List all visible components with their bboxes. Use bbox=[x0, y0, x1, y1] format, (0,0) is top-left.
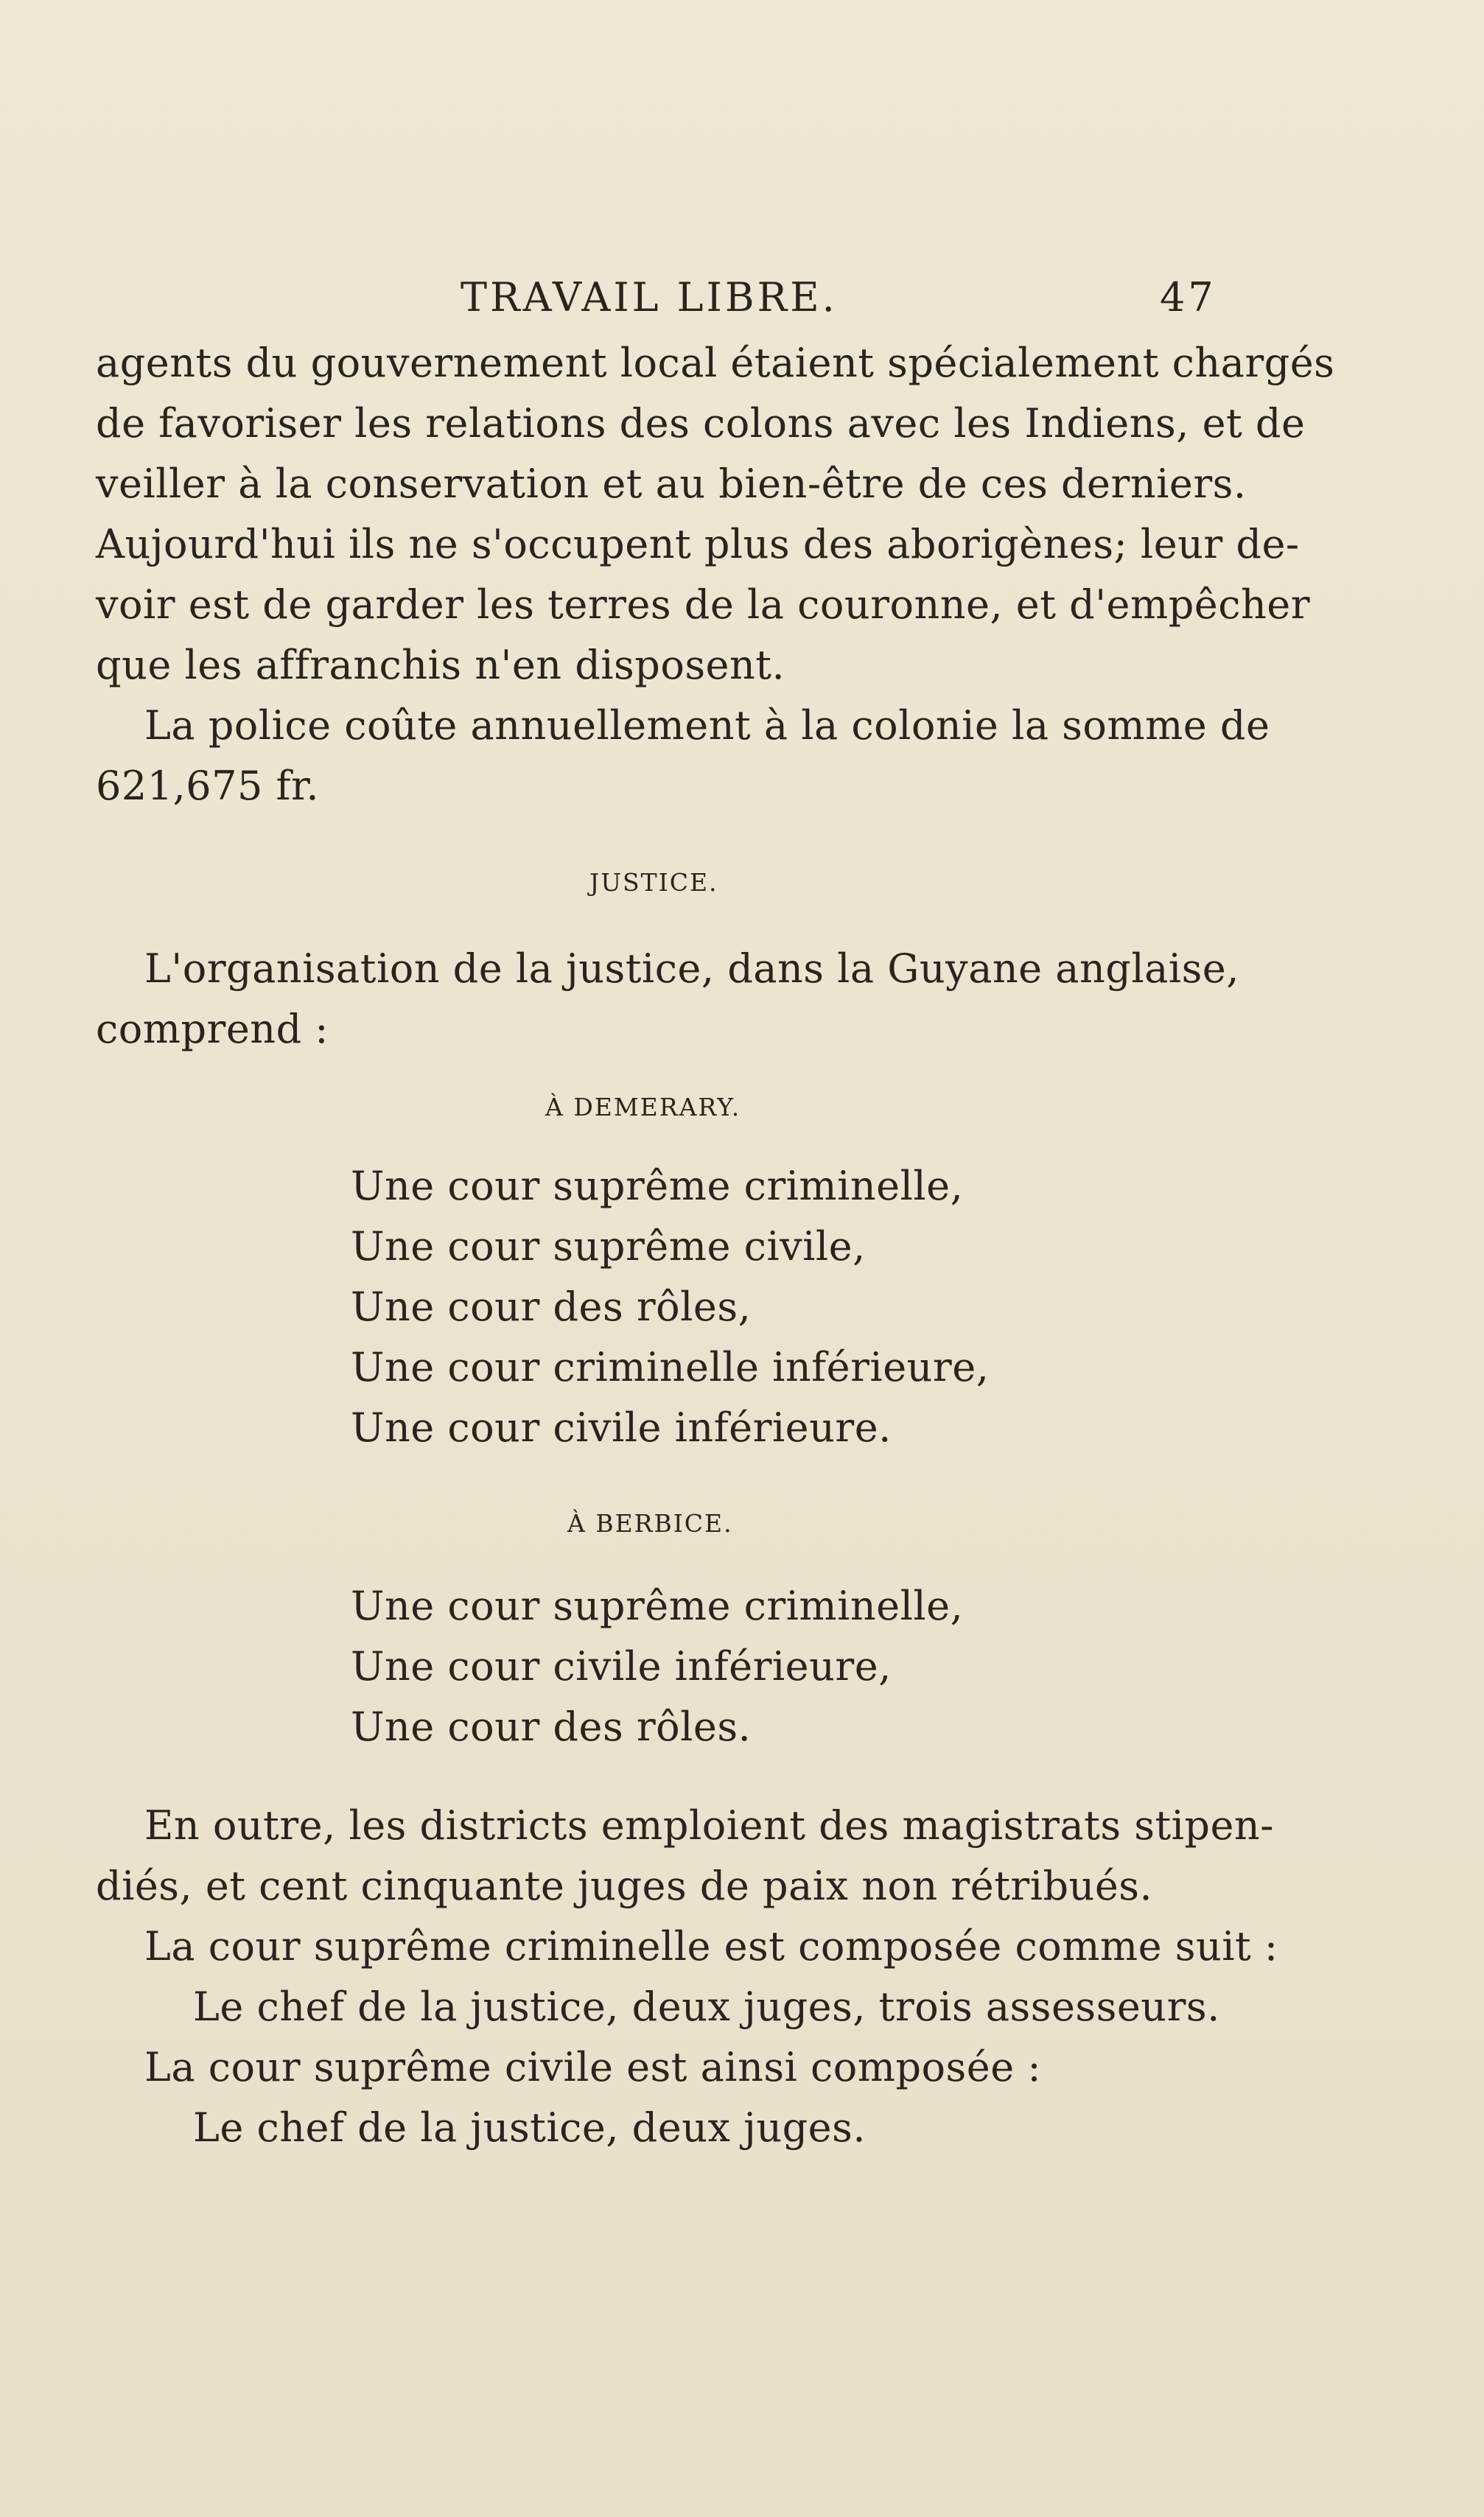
court-item: Une cour suprême criminelle, bbox=[351, 1583, 964, 1629]
text-line: comprend : bbox=[96, 1006, 329, 1052]
running-title: TRAVAIL LIBRE. bbox=[461, 274, 838, 321]
text-line: La cour suprême criminelle est composée comme suit : bbox=[144, 1923, 1278, 1970]
court-item: Une cour suprême civile, bbox=[351, 1223, 866, 1270]
page-number: 47 bbox=[1160, 274, 1217, 321]
text-line: En outre, les districts emploient des magistrats stipen- bbox=[144, 1802, 1274, 1849]
text-line: diés, et cent cinquante juges de paix non rétribués. bbox=[96, 1863, 1153, 1909]
text-line: que les affranchis n'en disposent. bbox=[96, 642, 785, 688]
court-item: Une cour criminelle inférieure, bbox=[351, 1344, 990, 1390]
text-line: L'organisation de la justice, dans la Guyane anglaise, bbox=[144, 945, 1239, 992]
text-line: agents du gouvernement local étaient spécialement chargés bbox=[96, 340, 1335, 386]
subheading-berbice: À BERBICE. bbox=[567, 1509, 733, 1538]
text-line: Aujourd'hui ils ne s'occupent plus des aborigènes; leur de- bbox=[96, 521, 1300, 567]
text-line: La police coûte annuellement à la colonie la somme de bbox=[144, 702, 1270, 749]
court-item: Une cour civile inférieure, bbox=[351, 1643, 892, 1690]
section-heading-justice: JUSTICE. bbox=[589, 868, 718, 897]
text-line: de favoriser les relations des colons avec les Indiens, et de bbox=[96, 400, 1306, 447]
text-line: Le chef de la justice, deux juges, trois assesseurs. bbox=[193, 1984, 1220, 2030]
text-line: Le chef de la justice, deux juges. bbox=[193, 2104, 867, 2151]
text-line: voir est de garder les terres de la couronne, et d'empêcher bbox=[96, 581, 1311, 628]
court-item: Une cour des rôles, bbox=[351, 1284, 752, 1330]
court-item: Une cour suprême criminelle, bbox=[351, 1163, 964, 1209]
court-item: Une cour civile inférieure. bbox=[351, 1404, 892, 1451]
court-item: Une cour des rôles. bbox=[351, 1704, 752, 1750]
subheading-demerary: À DEMERARY. bbox=[545, 1093, 741, 1121]
text-line: 621,675 fr. bbox=[96, 763, 320, 809]
text-line: veiller à la conservation et au bien-être de ces derniers. bbox=[96, 461, 1247, 507]
text-line: La cour suprême civile est ainsi composée : bbox=[144, 2044, 1042, 2090]
